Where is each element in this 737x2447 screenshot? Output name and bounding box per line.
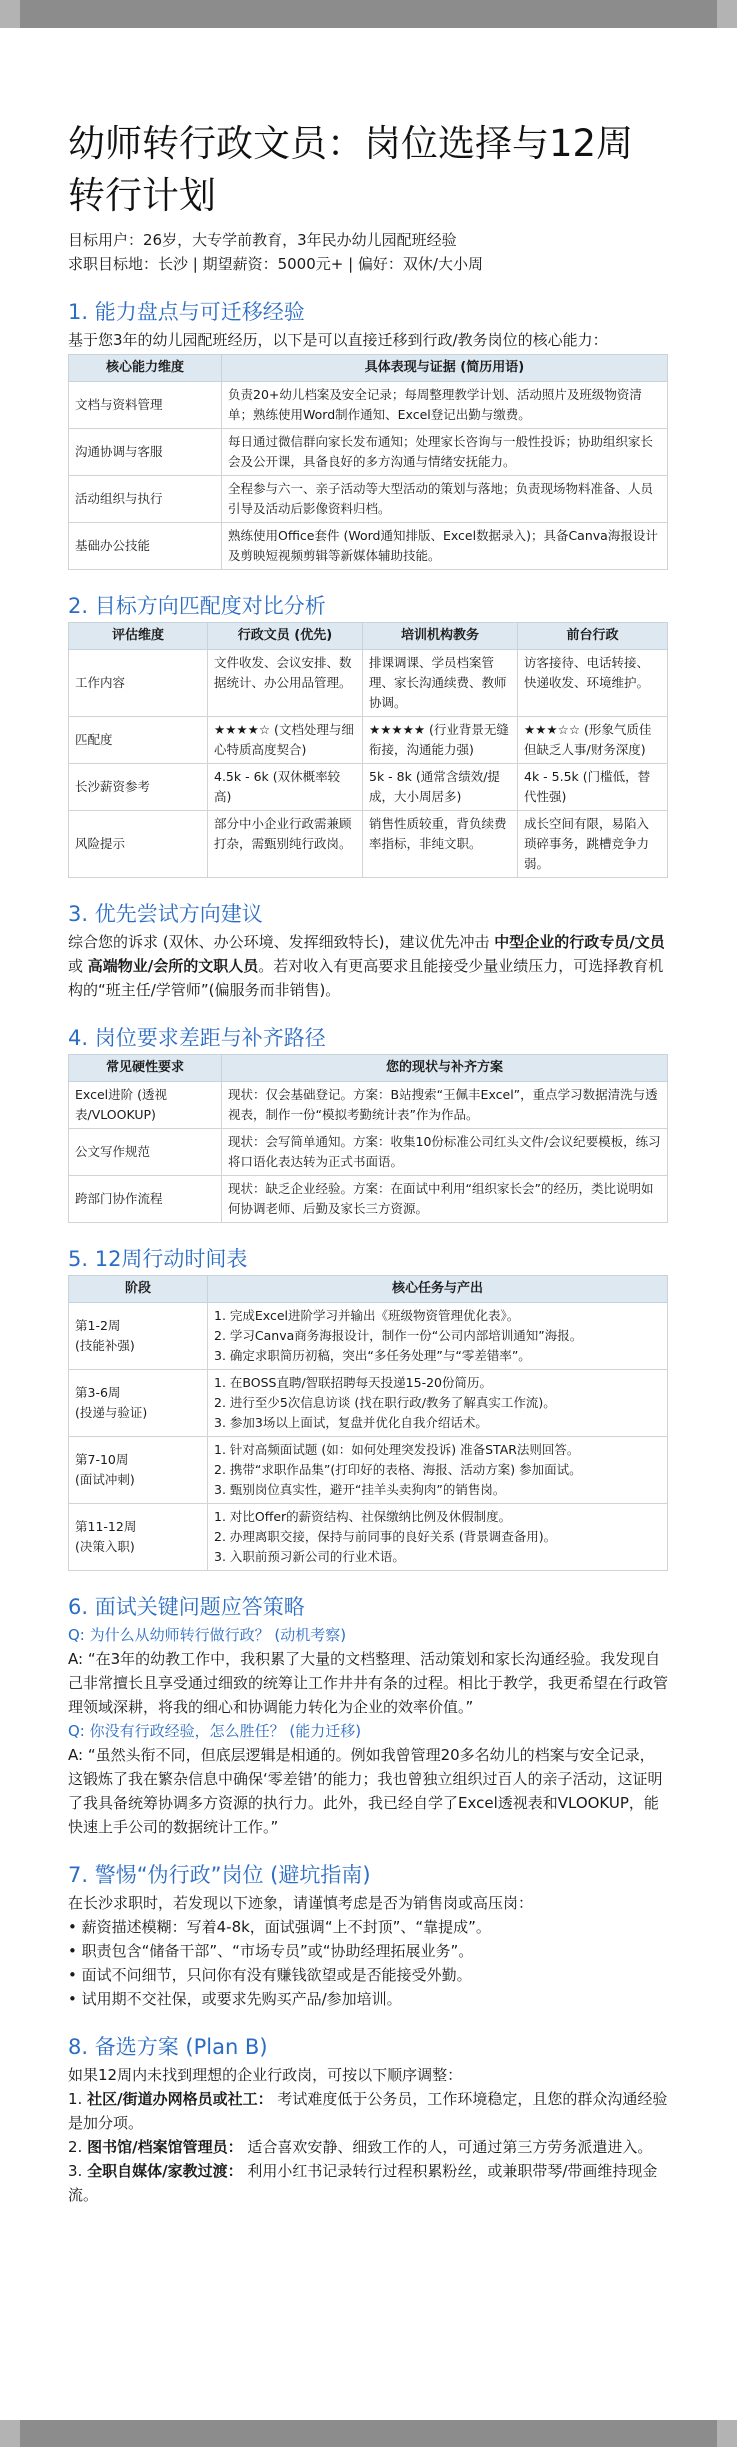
- section-heading-7: 7. 警惕“伪行政”岗位 (避坑指南): [68, 1863, 371, 1887]
- phase-cell: [69, 1303, 208, 1370]
- list-item-title: 全职自媒体/家教过渡：: [87, 2162, 243, 2180]
- table-header: 常见硬性要求: [69, 1055, 222, 1082]
- recommendation-paragraph: [68, 930, 668, 1002]
- table-cell: 风险提示: [69, 811, 208, 878]
- task-item: 2. 进行至少5次信息访谈 (找在职行政/教务了解真实工作流)。: [214, 1395, 556, 1410]
- table-row: [69, 1176, 668, 1223]
- phase-cell: [69, 1504, 208, 1571]
- table-cell: 文件收发、会议安排、数据统计、办公用品管理。: [208, 650, 363, 717]
- recommendation-emphasis: 中型企业的行政专员/文员: [494, 933, 665, 951]
- table-cell: 排课调课、学员档案管理、家长沟通续费、教师协调。: [363, 650, 518, 717]
- list-item-text: 考试难度低于公务员，工作环境稳定，且您的群众沟通经验是加分项。: [68, 2090, 668, 2132]
- table-row: [69, 1129, 668, 1176]
- table-cell: 全程参与六一、亲子活动等大型活动的策划与落地；负责现场物料准备、人员引导及活动后影像资料归档。: [222, 476, 668, 523]
- list-number: 3.: [68, 2162, 88, 2180]
- table-header: 评估维度: [69, 623, 208, 650]
- table-cell: 基础办公技能: [69, 523, 222, 570]
- interview-answer: A: “虽然头衔不同，但底层逻辑是相通的。例如我曾管理20多名幼儿的档案与安全记录，这锻炼了我在繁杂信息中确保‘零差错’的能力；我也曾独立组织过百人的亲子活动，这证明了我具备统筹协调多方资源的执行力。此外，我已经自学了Excel透视表和VLOOKUP，能快速上手公司的数据统计工作。”: [68, 1746, 663, 1836]
- table-row: [69, 1504, 668, 1571]
- task-item: 3. 入职前预习新公司的行业术语。: [214, 1549, 405, 1564]
- document-page: [68, 118, 668, 2207]
- phase-goal: (面试冲刺): [75, 1472, 135, 1487]
- interview-question: Q: 你没有行政经验，怎么胜任？ (能力迁移): [68, 1722, 362, 1740]
- bottom-scroll-bar-inner: [20, 2420, 717, 2447]
- task-item: 2. 学习Canva商务海报设计，制作一份“公司内部培训通知”海报。: [214, 1328, 583, 1343]
- table-cell: 部分中小企业行政需兼顾打杂，需甄别纯行政岗。: [208, 811, 363, 878]
- table-header: 行政文员 (优先): [208, 623, 363, 650]
- bottom-scroll-bar: [0, 2420, 737, 2447]
- target-user-line: 目标用户：26岁，大专学前教育，3年民办幼儿园配班经验: [68, 231, 457, 249]
- table-header: 阶段: [69, 1276, 208, 1303]
- section-heading-8: 8. 备选方案 (Plan B): [68, 2035, 268, 2059]
- phase-cell: [69, 1437, 208, 1504]
- comparison-table: [68, 622, 668, 878]
- table-header: 前台行政: [518, 623, 668, 650]
- table-header: 具体表现与证据 (简历用语): [222, 355, 668, 382]
- table-header: 培训机构教务: [363, 623, 518, 650]
- list-item-title: 社区/街道办网格员或社工：: [87, 2090, 273, 2108]
- table-header: 核心任务与产出: [208, 1276, 668, 1303]
- table-row: [69, 811, 668, 878]
- task-item: 1. 在BOSS直聘/智联招聘每天投递15-20份简历。: [214, 1375, 492, 1390]
- table-row: [69, 650, 668, 717]
- list-item-text: 利用小红书记录转行过程积累粉丝，或兼职带琴/带画维持现金流。: [68, 2162, 658, 2204]
- task-item: 3. 参加3场以上面试，复盘并优化自我介绍话术。: [214, 1415, 488, 1430]
- table-cell: ★★★☆☆ (形象气质佳但缺乏人事/财务深度): [518, 717, 668, 764]
- interview-answer: A: “在3年的幼教工作中，我积累了大量的文档整理、活动策划和家长沟通经验。我发现自己非常擅长且享受通过细致的统筹让工作井井有条的过程。相比于教学，我更希望在行政管理领域深耕，将我的细心和协调能力转化为企业的效率价值。”: [68, 1650, 669, 1716]
- top-scroll-bar: [0, 0, 737, 28]
- page-title: 幼师转行政文员：岗位选择与12周转行计划: [68, 122, 634, 217]
- table-row: [69, 764, 668, 811]
- interview-question: Q: 为什么从幼师转行做行政？ (动机考察): [68, 1626, 347, 1644]
- job-goal-line: 求职目标地：长沙 | 期望薪资：5000元+ | 偏好：双休/大小周: [68, 255, 483, 273]
- table-row: [69, 1437, 668, 1504]
- table-cell: 现状：仅会基础登记。方案：B站搜索“王佩丰Excel”，重点学习数据清洗与透视表，制作一份“模拟考勤统计表”作为作品。: [222, 1082, 668, 1129]
- tasks-cell: [208, 1370, 668, 1437]
- task-item: 1. 完成Excel进阶学习并输出《班级物资管理优化表》。: [214, 1308, 520, 1323]
- phase-weeks: 第1-2周: [75, 1318, 121, 1333]
- phase-goal: (技能补强): [75, 1338, 135, 1353]
- recommendation-text: 或: [68, 957, 88, 975]
- table-cell: 匹配度: [69, 717, 208, 764]
- timeline-table: [68, 1275, 668, 1571]
- table-cell: 销售性质较重，背负续费率指标，非纯文职。: [363, 811, 518, 878]
- table-row: [69, 523, 668, 570]
- table-row: [69, 476, 668, 523]
- tasks-cell: [208, 1303, 668, 1370]
- table-row: [69, 1303, 668, 1370]
- list-item: [68, 2135, 668, 2159]
- task-item: 2. 办理离职交接，保持与前同事的良好关系 (背景调查备用)。: [214, 1529, 557, 1544]
- list-number: 2.: [68, 2138, 88, 2156]
- recommendation-text: 。若对收入有更高要求且能接受少量业绩压力，可选择教育机构的“班主任/学管师”(偏服务而非销售)。: [68, 957, 664, 999]
- table-row: [69, 429, 668, 476]
- table-cell: 负责20+幼儿档案及安全记录；每周整理教学计划、活动照片及班级物资清单；熟练使用Word制作通知、Excel登记出勤与缴费。: [222, 382, 668, 429]
- phase-cell: [69, 1370, 208, 1437]
- skills-table: [68, 354, 668, 570]
- list-number: 1.: [68, 2090, 88, 2108]
- tasks-cell: [208, 1437, 668, 1504]
- phase-goal: (投递与验证): [75, 1405, 148, 1420]
- task-item: 3. 确定求职简历初稿，突出“多任务处理”与“零差错率”。: [214, 1348, 531, 1363]
- table-cell: 成长空间有限，易陷入琐碎事务，跳槽竞争力弱。: [518, 811, 668, 878]
- warning-list: [68, 1915, 668, 2011]
- table-cell: 工作内容: [69, 650, 208, 717]
- table-cell: 熟练使用Office套件 (Word通知排版、Excel数据录入)；具备Canva海报设计及剪映短视频剪辑等新媒体辅助技能。: [222, 523, 668, 570]
- list-item: • 试用期不交社保，或要求先购买产品/参加培训。: [68, 1987, 668, 2011]
- section-heading-1: 1. 能力盘点与可迁移经验: [68, 300, 305, 324]
- table-cell: 4.5k - 6k (双休概率较高): [208, 764, 363, 811]
- table-cell: 5k - 8k (通常含绩效/提成，大小周居多): [363, 764, 518, 811]
- table-cell: 现状：缺乏企业经验。方案：在面试中利用“组织家长会”的经历，类比说明如何协调老师、后勤及家长三方资源。: [222, 1176, 668, 1223]
- list-item: • 职责包含“储备干部”、“市场专员”或“协助经理拓展业务”。: [68, 1939, 668, 1963]
- task-item: 2. 携带“求职作品集”(打印好的表格、海报、活动方案) 参加面试。: [214, 1462, 582, 1477]
- phase-weeks: 第7-10周: [75, 1452, 129, 1467]
- list-item: [68, 2087, 668, 2135]
- phase-weeks: 第3-6周: [75, 1385, 121, 1400]
- table-cell: 现状：会写简单通知。方案：收集10份标准公司红头文件/会议纪要模板，练习将口语化表达转为正式书面语。: [222, 1129, 668, 1176]
- table-cell: Excel进阶 (透视表/VLOOKUP): [69, 1082, 222, 1129]
- section-heading-6: 6. 面试关键问题应答策略: [68, 1595, 305, 1619]
- task-item: 1. 对比Offer的薪资结构、社保缴纳比例及休假制度。: [214, 1509, 512, 1524]
- section-heading-3: 3. 优先尝试方向建议: [68, 902, 263, 926]
- section-heading-4: 4. 岗位要求差距与补齐路径: [68, 1026, 326, 1050]
- table-cell: 访客接待、电话转接、快递收发、环境维护。: [518, 650, 668, 717]
- section-1-intro: 基于您3年的幼儿园配班经历，以下是可以直接迁移到行政/教务岗位的核心能力：: [68, 331, 608, 349]
- list-item-title: 图书馆/档案馆管理员：: [87, 2138, 243, 2156]
- recommendation-text: 综合您的诉求 (双休、办公环境、发挥细致特长)，建议优先冲击: [68, 933, 495, 951]
- table-cell: 长沙薪资参考: [69, 764, 208, 811]
- phase-weeks: 第11-12周: [75, 1519, 137, 1534]
- table-header: 核心能力维度: [69, 355, 222, 382]
- list-item: [68, 2159, 668, 2207]
- list-item: • 薪资描述模糊：写着4-8k，面试强调“上不封顶”、“靠提成”。: [68, 1915, 668, 1939]
- task-item: 3. 甄别岗位真实性，避开“挂羊头卖狗肉”的销售岗。: [214, 1482, 506, 1497]
- task-item: 1. 针对高频面试题 (如：如何处理突发投诉) 准备STAR法则回答。: [214, 1442, 580, 1457]
- list-item-text: 适合喜欢安静、细致工作的人，可通过第三方劳务派遣进入。: [242, 2138, 653, 2156]
- recommendation-emphasis: 高端物业/会所的文职人员: [87, 957, 259, 975]
- table-cell: ★★★★☆ (文档处理与细心特质高度契合): [208, 717, 363, 764]
- table-cell: ★★★★★ (行业背景无缝衔接，沟通能力强): [363, 717, 518, 764]
- table-row: [69, 1082, 668, 1129]
- table-cell: 文档与资料管理: [69, 382, 222, 429]
- phase-goal: (决策入职): [75, 1539, 135, 1554]
- tasks-cell: [208, 1504, 668, 1571]
- section-heading-2: 2. 目标方向匹配度对比分析: [68, 594, 326, 618]
- planb-intro: 如果12周内未找到理想的企业行政岗，可按以下顺序调整：: [68, 2066, 463, 2084]
- table-cell: 4k - 5.5k (门槛低，替代性强): [518, 764, 668, 811]
- table-cell: 活动组织与执行: [69, 476, 222, 523]
- top-scroll-bar-inner: [20, 0, 717, 28]
- table-header: 您的现状与补齐方案: [222, 1055, 668, 1082]
- warning-intro: 在长沙求职时，若发现以下迹象，请谨慎考虑是否为销售岗或高压岗：: [68, 1894, 534, 1912]
- table-row: [69, 717, 668, 764]
- table-row: [69, 382, 668, 429]
- gap-table: [68, 1054, 668, 1223]
- section-heading-5: 5. 12周行动时间表: [68, 1247, 248, 1271]
- table-cell: 公文写作规范: [69, 1129, 222, 1176]
- table-cell: 每日通过微信群向家长发布通知；处理家长咨询与一般性投诉；协助组织家长会及公开课，具备良好的多方沟通与情绪安抚能力。: [222, 429, 668, 476]
- table-cell: 跨部门协作流程: [69, 1176, 222, 1223]
- table-row: [69, 1370, 668, 1437]
- table-cell: 沟通协调与客服: [69, 429, 222, 476]
- list-item: • 面试不问细节，只问你有没有赚钱欲望或是否能接受外勤。: [68, 1963, 668, 1987]
